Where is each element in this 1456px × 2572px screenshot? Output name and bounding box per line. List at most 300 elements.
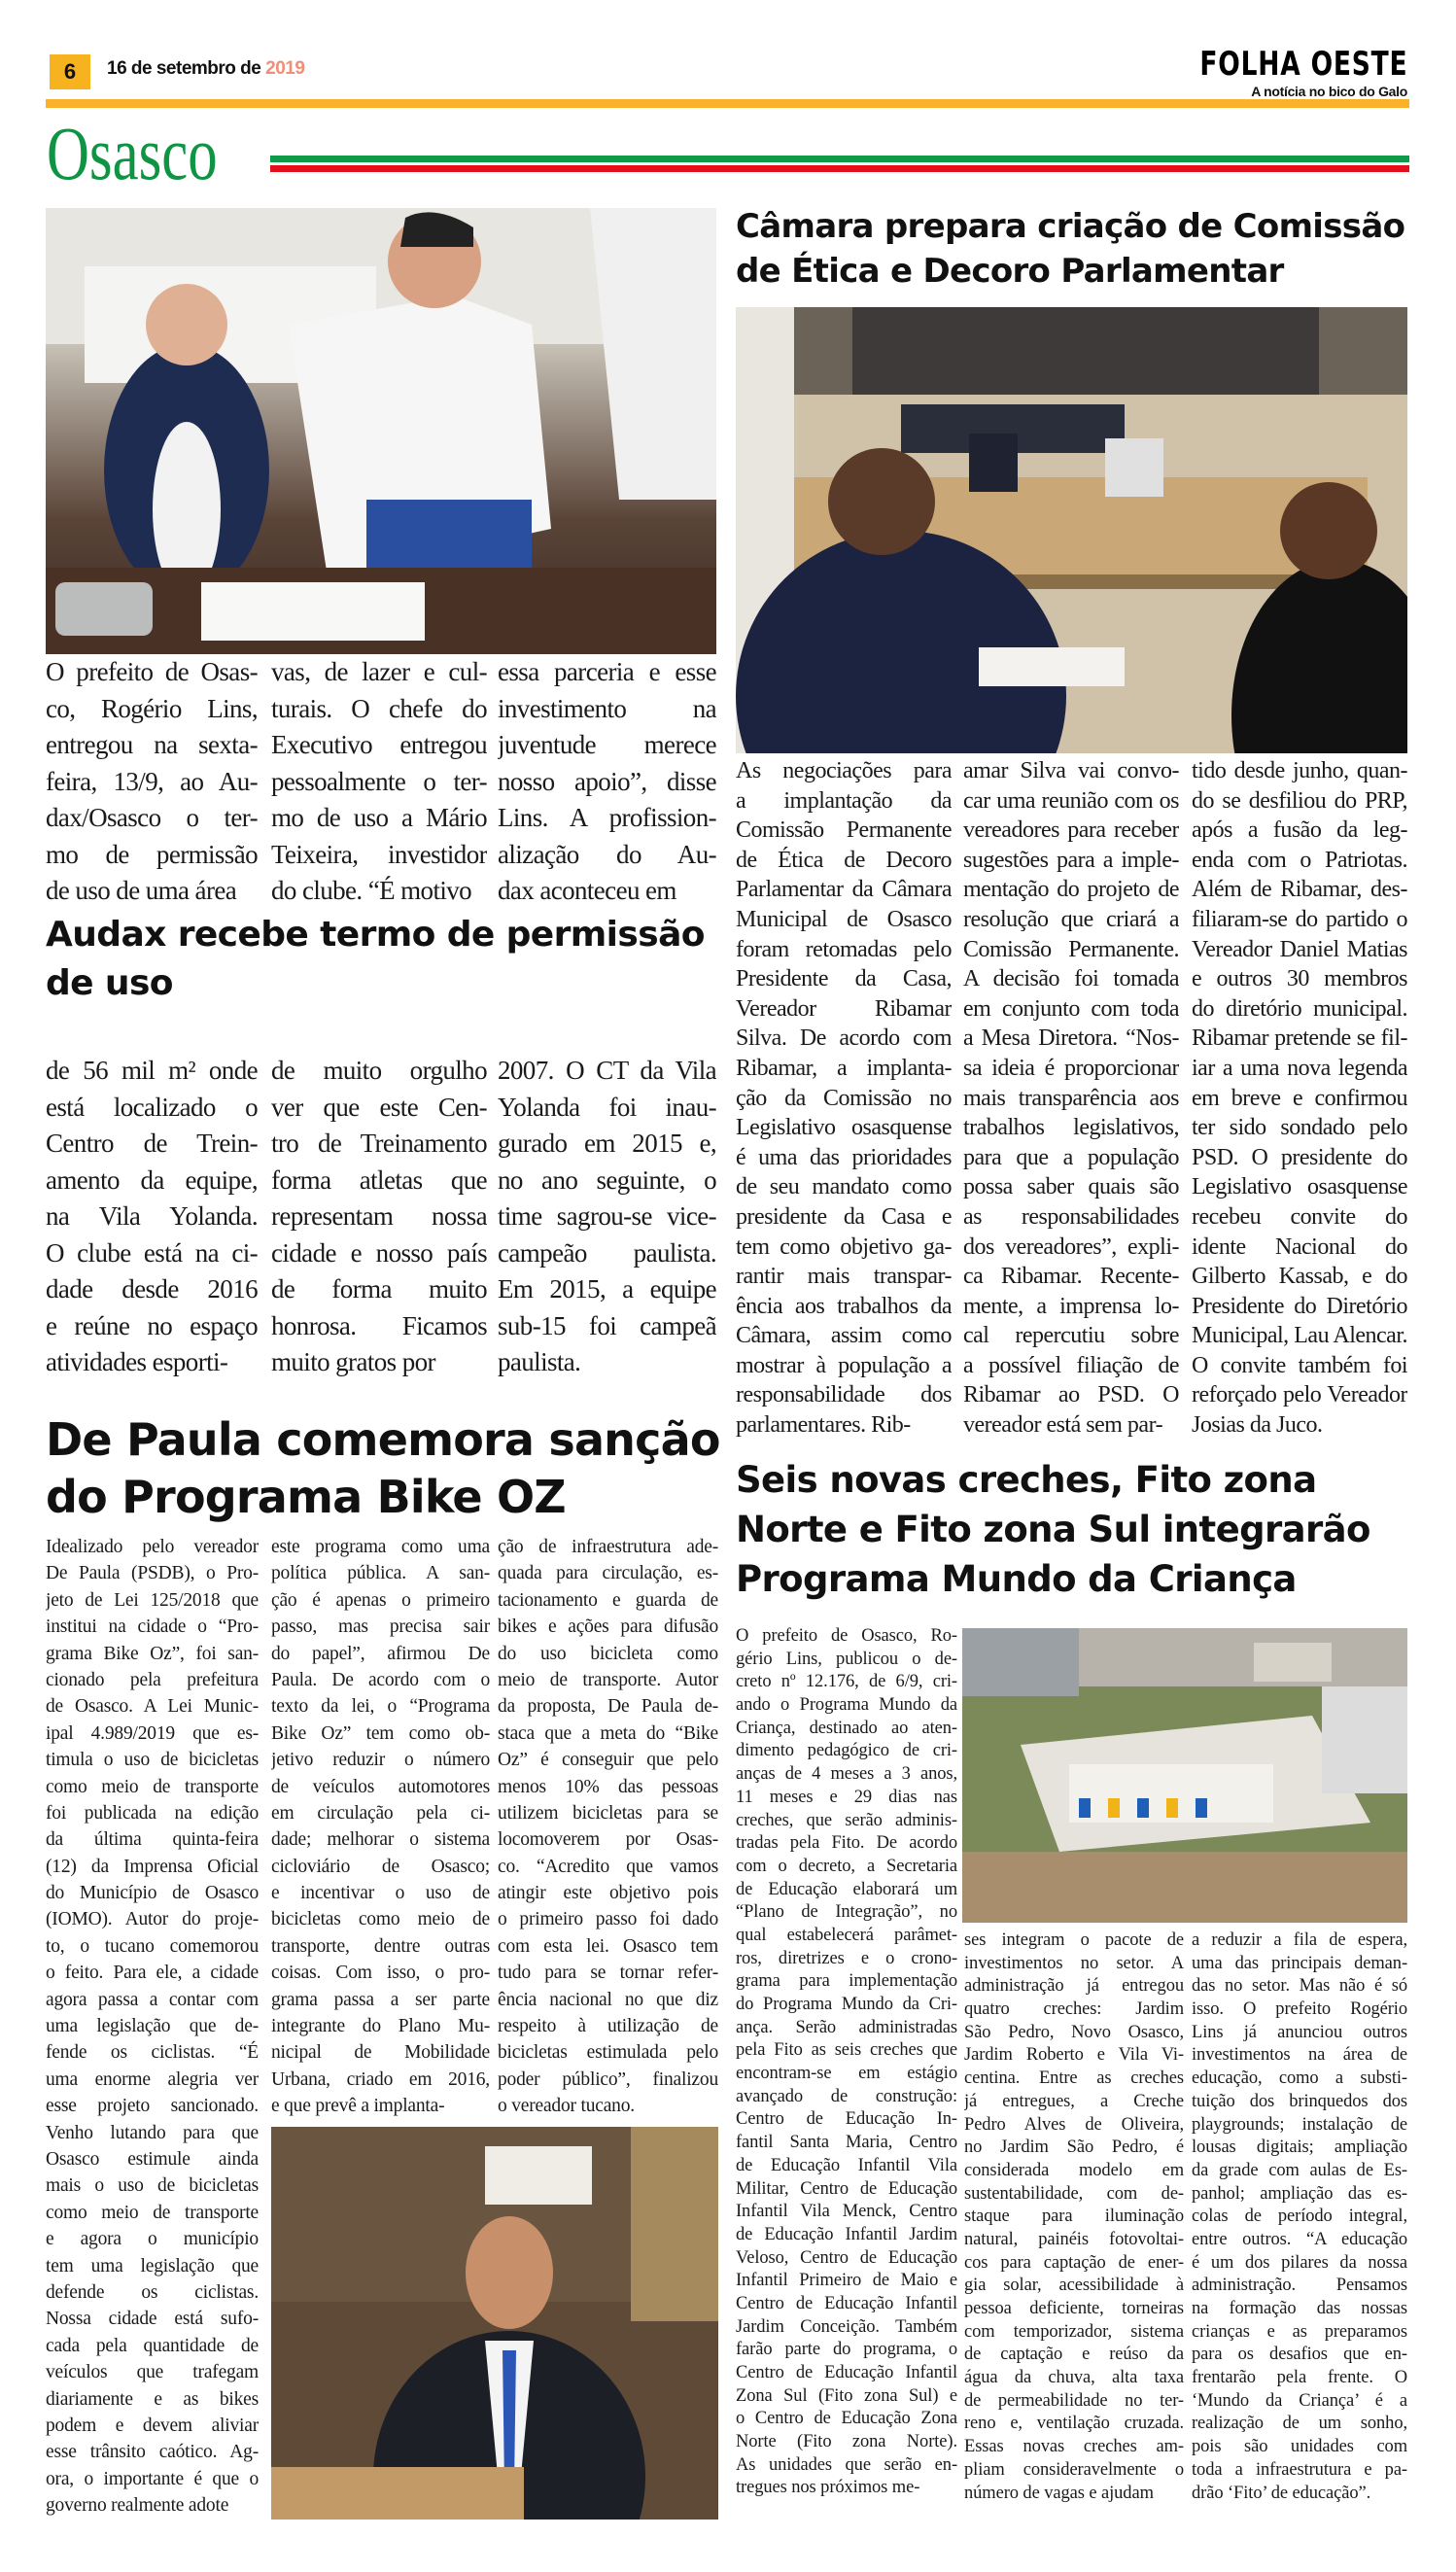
text-line: para os desafios que en-: [1192, 2345, 1407, 2365]
text-line: dax/Osasco o ter-: [46, 803, 258, 832]
text-line: e outros 30 membros: [1192, 966, 1407, 992]
text-line: Infantil Primeiro de Maio e: [736, 2271, 957, 2291]
text-line: de veículos automotores: [271, 1776, 490, 1797]
text-line: agora passa a contar com: [46, 1989, 259, 2010]
text-line: juventude merece: [498, 730, 716, 759]
text-line: Osasco estimule ainda: [46, 2148, 259, 2170]
text-line: panhol; ampliação das es-: [1192, 2183, 1407, 2204]
text-line: utilizem bicicletas para se: [498, 1802, 718, 1824]
text-line: administração. Pensamos: [1192, 2276, 1407, 2296]
newspaper-logo: FOLHA OESTE: [1198, 45, 1407, 84]
text-line: pela Fito as seis creches que: [736, 2040, 957, 2061]
text-line: lousas digitais; ampliação: [1192, 2138, 1407, 2158]
text-line: Teixeira, investidor: [271, 839, 487, 869]
text-line: vas, de lazer e cul-: [271, 657, 487, 686]
text-line: tregues nos próximos me-: [736, 2478, 920, 2498]
text-line: do Município de Osasco: [46, 1883, 259, 1904]
text-line: educação, como a substi-: [1192, 2068, 1407, 2089]
text-line: tacionamento e guarda de: [498, 1589, 718, 1611]
text-line: reno e, ventilação cruzada.: [964, 2414, 1184, 2434]
text-line: menos 10% das pessoas: [498, 1776, 718, 1797]
text-line: cada pela quantidade de: [46, 2335, 259, 2356]
text-line: Executivo entregou: [271, 730, 487, 759]
text-line: campeão paulista.: [498, 1237, 716, 1268]
section-red-rule: [270, 165, 1409, 172]
text-line: recebeu convite do: [1192, 1203, 1407, 1230]
text-line: Oz” é conseguir que pelo: [498, 1750, 718, 1771]
text-line: tem como objetivo ga-: [736, 1234, 952, 1260]
text-line: jeto de Lei 125/2018 que: [46, 1589, 259, 1611]
text-line: Militar, Centro de Educação: [736, 2178, 957, 2199]
creches-photo-scene: [962, 1628, 1407, 1923]
text-line: Além de Ribamar, des-: [1192, 877, 1407, 903]
text-line: realização de um sonho,: [1192, 2414, 1407, 2434]
text-line: investimento na: [498, 693, 716, 723]
text-line: defende os ciclistas.: [46, 2281, 259, 2303]
text-line: uma legislação que de-: [46, 2016, 259, 2037]
text-line: como meio de transporte: [46, 1776, 259, 1797]
text-line: do Programa Mundo da Cri-: [736, 1995, 957, 2014]
text-line: meio de transporte. Autor: [498, 1669, 718, 1690]
text-line: para que a população: [963, 1144, 1179, 1170]
text-line: parlamentares. Rib-: [736, 1412, 911, 1439]
text-line: 11 meses e 29 dias nas: [736, 1787, 957, 1807]
text-line: foi publicada na edição: [46, 1802, 259, 1824]
text-line: (IOMO). Autor do proje-: [46, 1909, 259, 1930]
text-line: pessoalmente o ter-: [271, 766, 487, 796]
camara-body-col-1: [736, 756, 952, 1441]
text-line: e reúne no espaço: [46, 1310, 258, 1340]
text-line: dade; melhorar o sistema: [271, 1829, 490, 1851]
text-line: grama para implementação: [736, 1971, 957, 1992]
camara-body-col-3: [1192, 756, 1407, 1441]
text-line: co, Rogério Lins,: [46, 693, 258, 723]
text-line: alização do Au-: [498, 839, 716, 869]
audax-body-col-3: [498, 654, 716, 910]
text-line: “Plano de Integração”, no: [736, 1902, 957, 1923]
text-line: após a fusão da leg-: [1192, 817, 1407, 844]
text-line: ência aos trabalhos da: [736, 1293, 952, 1319]
text-line: anças de 4 meses a 3 anos,: [736, 1764, 957, 1785]
text-line: em breve e confirmou: [1192, 1085, 1407, 1111]
text-line: quada para circulação, es-: [498, 1563, 718, 1584]
text-line: drão ‘Fito’ de educação”.: [1192, 2483, 1371, 2503]
text-line: diariamente e as bikes: [46, 2388, 259, 2410]
text-line: esse trânsito caótico. Ag-: [46, 2442, 259, 2463]
text-line: bicicletas estimulada pelo: [498, 2042, 718, 2064]
text-line: sub-15 foi campeã: [498, 1310, 716, 1340]
text-line: do papel”, afirmou De: [271, 1643, 490, 1664]
text-line: enda com o Patriotas.: [1192, 847, 1407, 873]
text-line: respeito à utilização de: [498, 2016, 718, 2037]
text-line: número de vagas e ajudam: [964, 2483, 1154, 2503]
text-line: trabalhos legislativos,: [963, 1115, 1179, 1141]
text-line: mo de uso a Mário: [271, 803, 487, 832]
text-line: ter sido sondado pelo: [1192, 1115, 1407, 1141]
text-line: no Jardim São Pedro, é: [964, 2138, 1184, 2158]
text-line: cidade e nosso país: [271, 1237, 487, 1268]
issue-date: [107, 58, 304, 80]
text-line: gia solar, acessibilidade à: [964, 2276, 1184, 2296]
text-line: presidente da Casa e: [736, 1203, 952, 1230]
text-line: dax aconteceu em: [498, 876, 676, 905]
text-line: frentarão pela frente. O: [1192, 2368, 1407, 2388]
text-line: staque para iluminação: [964, 2207, 1184, 2227]
text-line: o Centro de Educação Zona: [736, 2409, 957, 2429]
text-line: e agora o município: [46, 2229, 259, 2250]
text-line: Vereador Ribamar: [736, 995, 952, 1022]
depaula-body-col-1: [46, 1534, 259, 2519]
text-line: o primeiro passo foi dado: [498, 1909, 718, 1930]
text-line: Pedro Alves de Oliveira,: [964, 2114, 1184, 2135]
newspaper-tagline: A notícia no bico do Galo: [1251, 84, 1407, 99]
text-line: vereadores para receber: [963, 817, 1179, 844]
text-line: foram retomadas pelo: [736, 936, 952, 962]
text-line: coisas. Com isso, o pro-: [271, 1963, 490, 1984]
text-line: resolução que criará a: [963, 906, 1179, 932]
text-line: Josias da Juco.: [1192, 1412, 1323, 1439]
text-line: locomoverem por Osas-: [498, 1829, 718, 1851]
text-line: O clube está na ci-: [46, 1237, 258, 1268]
text-line: Yolanda foi inau-: [498, 1092, 716, 1122]
text-line: amar Silva vai convo-: [963, 758, 1179, 783]
text-line: idente Nacional do: [1192, 1234, 1407, 1260]
text-line: Câmara, assim como: [736, 1323, 952, 1349]
audax-photo: [46, 208, 716, 654]
text-line: tro de Treinamento: [271, 1129, 487, 1158]
text-line: considerada modelo em: [964, 2160, 1184, 2180]
text-line: e que prevê a implanta-: [271, 2096, 445, 2117]
text-line: car uma reunião com os: [963, 787, 1179, 814]
text-line: Jardim Roberto e Vila Vi-: [964, 2045, 1184, 2066]
text-line: Infantil Vila Menck, Centro: [736, 2202, 957, 2222]
text-line: tuição dos brinquedos dos: [1192, 2091, 1407, 2111]
text-line: pois são unidades com: [1192, 2437, 1407, 2457]
depaula-body-col-3: [498, 1534, 718, 2120]
text-line: ora, o importante é que o: [46, 2468, 259, 2489]
text-line: reforçado pelo Vereador: [1192, 1382, 1407, 1408]
text-line: essa parceria e esse: [498, 657, 716, 686]
creches-body-col-3: [1192, 1929, 1407, 2505]
text-line: cos para captação de ener-: [964, 2252, 1184, 2273]
text-line: mais o uso de bicicletas: [46, 2175, 259, 2197]
audax-body-col-4: [46, 1053, 258, 1381]
text-line: de permeabilidade no ter-: [964, 2390, 1184, 2411]
text-line: Municipal de Osasco: [736, 906, 952, 932]
text-line: de 56 mil m² onde: [46, 1056, 258, 1085]
text-line: co. “Acredito que vamos: [498, 1856, 718, 1877]
text-line: creches, que serão adminis-: [736, 1810, 957, 1830]
text-line: filiaram-se do partido o: [1192, 906, 1407, 932]
camara-headline-line-1: Câmara prepara criação de Comissão: [736, 207, 1405, 246]
text-line: cicloviário de Osasco;: [271, 1856, 490, 1877]
depaula-body-col-2: [271, 1534, 490, 2120]
text-line: honrosa. Ficamos: [271, 1310, 487, 1340]
text-line: ver que este Cen-: [271, 1092, 487, 1122]
text-line: natural, painéis fotovoltai-: [964, 2229, 1184, 2249]
text-line: Essas novas creches am-: [964, 2437, 1184, 2457]
text-line: de Educação Infantil Vila: [736, 2155, 957, 2175]
header-divider: [46, 99, 1409, 108]
text-line: Ribamar pretende se fil-: [1192, 1025, 1407, 1052]
creches-headline-line-3: Programa Mundo da Criança: [736, 1558, 1297, 1600]
text-line: a possível filiação de: [963, 1352, 1179, 1378]
text-line: este programa como uma: [271, 1537, 490, 1557]
text-line: e incentivar o uso de: [271, 1883, 490, 1904]
text-line: ção de infraestrutura ade-: [498, 1537, 718, 1557]
text-line: ção da Comissão no: [736, 1085, 952, 1111]
depaula-headline: [46, 1411, 720, 1526]
text-line: tudo para se tornar refer-: [498, 1963, 718, 1984]
text-line: O prefeito de Osasco, Ro-: [736, 1626, 957, 1646]
text-line: sugestões para a imple-: [963, 847, 1179, 873]
page-number: 6: [50, 54, 90, 89]
text-line: no ano seguinte, o: [498, 1164, 716, 1195]
text-line: O convite também foi: [1192, 1352, 1407, 1378]
text-line: isso. O prefeito Rogério: [1192, 1999, 1407, 2020]
text-line: Ribamar, a implanta-: [736, 1055, 952, 1081]
text-line: Legislativo osasquense: [1192, 1174, 1407, 1200]
camara-headline: [736, 204, 1404, 294]
creches-headline: [736, 1455, 1370, 1604]
text-line: em conjunto com toda: [963, 995, 1179, 1022]
text-line: nicipal de Mobilidade: [271, 2042, 490, 2064]
text-line: com o decreto, a Secretaria: [736, 1856, 957, 1876]
text-line: Nossa cidade está sufo-: [46, 2309, 259, 2330]
text-line: jetivo reduzir o número: [271, 1750, 490, 1771]
audax-photo-scene: [46, 208, 716, 654]
text-line: política pública. A san-: [271, 1563, 490, 1584]
text-line: tradas pela Fito. De acordo: [736, 1833, 957, 1854]
creches-headline-line-2: Norte e Fito zona Sul integrarão: [736, 1509, 1370, 1550]
text-line: De Paula (PSDB), o Pro-: [46, 1563, 259, 1584]
text-line: ros, diretrizes e o crono-: [736, 1948, 957, 1968]
text-line: veículos que trafegam: [46, 2362, 259, 2383]
text-line: investimentos no setor. A: [964, 1953, 1184, 1973]
text-line: de Ética de Decoro: [736, 847, 952, 873]
text-line: passo, mas precisa sair: [271, 1616, 490, 1638]
text-line: mo de permissão: [46, 839, 258, 869]
text-line: turais. O chefe do: [271, 693, 487, 723]
text-line: transporte, dentre outras: [271, 1935, 490, 1957]
text-line: na formação das nossas: [1192, 2299, 1407, 2318]
text-line: feira, 13/9, ao Au-: [46, 766, 258, 796]
text-line: a implantação da: [736, 787, 952, 814]
text-line: Parlamentar da Câmara: [736, 877, 952, 903]
text-line: mente, a imprensa lo-: [963, 1293, 1179, 1319]
text-line: dimento pedagógico de cri-: [736, 1741, 957, 1761]
text-line: ca Ribamar. Recente-: [963, 1264, 1179, 1290]
camara-body-col-2: [963, 756, 1179, 1441]
text-line: água da chuva, alta taxa: [964, 2368, 1184, 2388]
text-line: na Vila Yolanda.: [46, 1201, 258, 1231]
depaula-headline-line-1: De Paula comemora sanção: [46, 1413, 720, 1466]
audax-headline-line-2: de uso: [46, 963, 173, 1003]
text-line: paulista.: [498, 1347, 581, 1376]
text-line: Veloso, Centro de Educação: [736, 2247, 957, 2268]
text-line: de Osasco. A Lei Munic-: [46, 1696, 259, 1718]
text-line: uma das principais deman-: [1192, 1953, 1407, 1973]
text-line: sustentabilidade, com de-: [964, 2183, 1184, 2204]
depaula-photo: [271, 2127, 718, 2520]
text-line: Jardim Conceição. Também: [736, 2316, 957, 2337]
text-line: cal repercutiu sobre: [963, 1323, 1179, 1349]
creches-photo: [962, 1628, 1407, 1923]
text-line: bikes e ações para difusão: [498, 1616, 718, 1638]
text-line: entre outros. “A educação: [1192, 2229, 1407, 2249]
text-line: Em 2015, a equipe: [498, 1274, 716, 1303]
text-line: O prefeito de Osas-: [46, 657, 258, 686]
text-line: Presidente da Casa,: [736, 966, 952, 992]
creches-body-col-2: [964, 1929, 1184, 2505]
text-line: rantir mais transpar-: [736, 1264, 952, 1290]
depaula-photo-scene: [271, 2127, 718, 2520]
audax-headline: [46, 911, 705, 1008]
text-line: Paula. De acordo com o: [271, 1669, 490, 1690]
text-line: em circulação pela ci-: [271, 1802, 490, 1824]
date-year: 2019: [265, 58, 305, 79]
text-line: fantil Santa Maria, Centro: [736, 2133, 957, 2153]
text-line: Legislativo osasquense: [736, 1115, 952, 1141]
text-line: avançado de construção:: [736, 2086, 957, 2106]
text-line: forma atletas que: [271, 1164, 487, 1195]
text-line: Comissão Permanente: [736, 817, 952, 844]
text-line: ses integram o pacote de: [964, 1930, 1184, 1950]
audax-body-col-6: [498, 1053, 716, 1381]
creches-headline-line-1: Seis novas creches, Fito zona: [736, 1459, 1317, 1501]
text-line: investimentos na área de: [1192, 2045, 1407, 2066]
text-line: tido desde junho, quan-: [1192, 758, 1407, 783]
text-line: gério Lins, publicou o de-: [736, 1649, 957, 1669]
camara-photo-scene: [736, 307, 1407, 753]
text-line: o feito. Para ele, a cidade: [46, 1963, 259, 1984]
text-line: Norte (Fito zona Norte).: [736, 2432, 957, 2452]
text-line: PSD. O presidente do: [1192, 1144, 1407, 1170]
text-line: Urbana, criado em 2016,: [271, 2068, 490, 2090]
text-line: playgrounds; instalação de: [1192, 2114, 1407, 2135]
text-line: com esta lei. Osasco tem: [498, 1935, 718, 1957]
text-line: ência nacional no que diz: [498, 1989, 718, 2010]
text-line: tem uma legislação que: [46, 2255, 259, 2277]
text-line: qual estabelecerá parâmet-: [736, 1925, 957, 1945]
text-line: ança. Serão administradas: [736, 2017, 957, 2037]
text-line: de Educação Infantil Jardim: [736, 2224, 957, 2244]
text-line: Centro de Educação Infantil: [736, 2363, 957, 2382]
camara-photo: [736, 307, 1407, 753]
text-line: grama passa a ser parte: [271, 1989, 490, 2010]
text-line: texto da lei, o “Programa: [271, 1696, 490, 1718]
text-line: da grade com aulas de Es-: [1192, 2160, 1407, 2180]
text-line: do se desfiliou do PRP,: [1192, 787, 1407, 814]
depaula-headline-line-2: do Programa Bike OZ: [46, 1471, 566, 1523]
text-line: ipal 4.989/2019 que es-: [46, 1722, 259, 1744]
text-line: (12) da Imprensa Oficial: [46, 1856, 259, 1877]
text-line: sa ideia é proporcionar: [963, 1055, 1179, 1081]
text-line: ção é apenas o primeiro: [271, 1589, 490, 1611]
text-line: quatro creches: Jardim: [964, 1999, 1184, 2020]
text-line: governo realmente adote: [46, 2495, 229, 2517]
text-line: administração já entregou: [964, 1976, 1184, 1997]
text-line: do uso bicicleta como: [498, 1643, 718, 1664]
text-line: timula o uso de bicicletas: [46, 1750, 259, 1771]
date-text: 16 de setembro de: [107, 58, 266, 79]
text-line: staca que a meta do “Bike: [498, 1722, 718, 1744]
text-line: de captação e reúso da: [964, 2345, 1184, 2365]
text-line: grama Bike Oz”, foi san-: [46, 1643, 259, 1664]
text-line: to, o tucano comemorou: [46, 1935, 259, 1957]
text-line: institui na cidade o “Pro-: [46, 1616, 259, 1638]
text-line: uma enorme alegria ver: [46, 2068, 259, 2090]
text-line: Centro de Educação Infantil: [736, 2293, 957, 2313]
text-line: dos vereadores”, expli-: [963, 1234, 1179, 1260]
text-line: a Mesa Diretora. “Nos-: [963, 1025, 1179, 1052]
text-line: entregou na sexta-: [46, 730, 258, 759]
text-line: da última quinta-feira: [46, 1829, 259, 1851]
text-line: As unidades que serão en-: [736, 2454, 957, 2475]
text-line: integrante do Plano Mu-: [271, 2016, 490, 2037]
text-line: representam nossa: [271, 1201, 487, 1231]
text-line: Ribamar ao PSD. O: [963, 1382, 1179, 1408]
text-line: possa saber quais são: [963, 1174, 1179, 1200]
text-line: Criança, destinado ao aten-: [736, 1718, 957, 1738]
text-line: do diretório municipal.: [1192, 995, 1407, 1022]
text-line: pessoa deficiente, torneiras: [964, 2299, 1184, 2318]
audax-headline-line-1: Audax recebe termo de permissão: [46, 915, 705, 955]
creches-body-col-1: [736, 1625, 957, 2500]
text-line: Zona Sul (Fito zona Sul) e: [736, 2385, 957, 2406]
text-line: de uso de uma área: [46, 876, 237, 905]
text-line: vereador está sem par-: [963, 1412, 1163, 1439]
text-line: ‘Mundo da Criança’ é a: [1192, 2390, 1407, 2411]
text-line: está localizado o: [46, 1092, 258, 1122]
text-line: 2007. O CT da Vila: [498, 1056, 716, 1085]
text-line: mentação do projeto de: [963, 877, 1179, 903]
audax-body-col-2: [271, 654, 487, 910]
text-line: mostrar à população a: [736, 1352, 952, 1378]
text-line: a reduzir a fila de espera,: [1192, 1930, 1407, 1950]
text-line: é um dos pilares da nossa: [1192, 2252, 1407, 2273]
text-line: creto nº 12.176, de 6/9, cri-: [736, 1672, 957, 1692]
text-line: A decisão foi tomada: [963, 966, 1179, 992]
text-line: já entregues, a Creche: [964, 2091, 1184, 2111]
text-line: fende os ciclistas. “É: [46, 2042, 259, 2064]
text-line: centina. Entre as creches: [964, 2068, 1184, 2089]
camara-headline-line-2: de Ética e Decoro Parlamentar: [736, 252, 1284, 291]
text-line: Vereador Daniel Matias: [1192, 936, 1407, 962]
text-line: mais transparência aos: [963, 1085, 1179, 1111]
text-line: o vereador tucano.: [498, 2096, 635, 2117]
text-line: bicicletas como meio de: [271, 1909, 490, 1930]
text-line: da proposta, De Paula de-: [498, 1696, 718, 1718]
text-line: gurado em 2015 e,: [498, 1129, 716, 1158]
text-line: time sagrou-se vice-: [498, 1201, 716, 1231]
text-line: toda a infraestrutura e pa-: [1192, 2459, 1407, 2480]
text-line: atividades esporti-: [46, 1347, 228, 1376]
text-line: As negociações para: [736, 758, 952, 783]
text-line: nosso apoio”, disse: [498, 766, 716, 796]
text-line: muito gratos por: [271, 1347, 435, 1376]
text-line: de seu mandato como: [736, 1174, 952, 1200]
text-line: ando o Programa Mundo da: [736, 1695, 957, 1716]
section-title: Osasco: [47, 111, 218, 195]
text-line: Centro de Trein-: [46, 1129, 258, 1158]
text-line: iar a uma nova legenda: [1192, 1055, 1407, 1081]
text-line: colas de período integral,: [1192, 2207, 1407, 2227]
text-line: de Educação elaborará um: [736, 1879, 957, 1899]
text-line: do clube. “É motivo: [271, 876, 472, 905]
text-line: com temporizador, sistema: [964, 2321, 1184, 2342]
text-line: Gilberto Kassab, e do: [1192, 1264, 1407, 1290]
